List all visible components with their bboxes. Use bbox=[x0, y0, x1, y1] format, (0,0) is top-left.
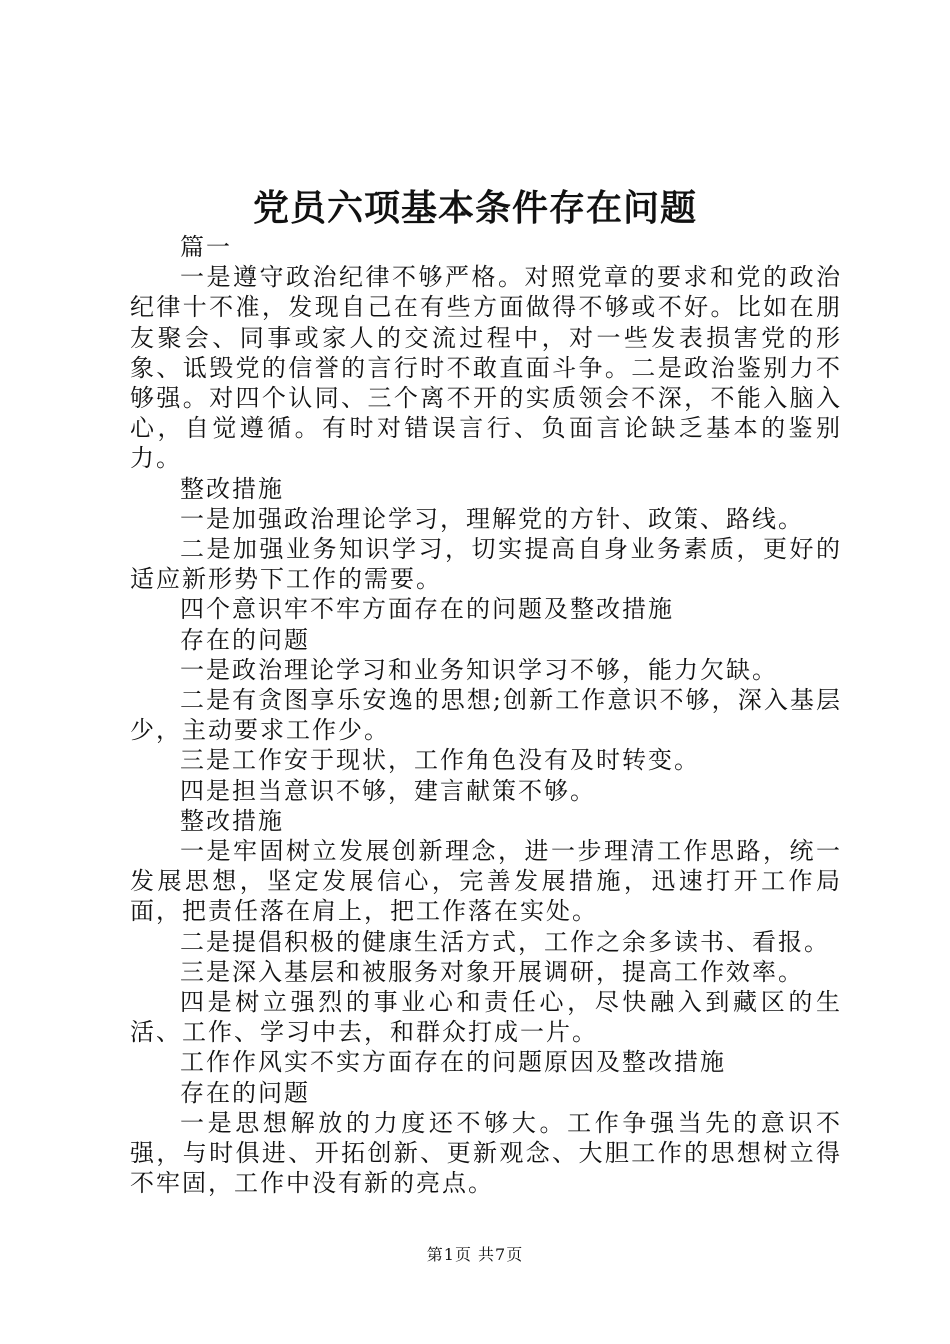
paragraph: 四是担当意识不够，建言献策不够。 bbox=[180, 776, 596, 805]
paragraph: 一是思想解放的力度还不够大。工作争强当先的意识不强，与时俱进、开拓创新、更新观念、大胆工作的思想树立得不牢固，工作中没有新的亮点。 bbox=[130, 1108, 842, 1198]
paragraph: 三是深入基层和被服务对象开展调研，提高工作效率。 bbox=[180, 957, 804, 986]
document-body bbox=[130, 232, 842, 1199]
section-heading: 四个意识牢不牢方面存在的问题及整改措施 bbox=[180, 595, 674, 624]
paragraph: 一是遵守政治纪律不够严格。对照党章的要求和党的政治纪律十不准，发现自己在有些方面做得不够或不好。比如在朋友聚会、同事或家人的交流过程中，对一些发表损害党的形象、诋毁党的信誉的言行时不敢直面斗争。二是政治鉴别力不够强。对四个认同、三个离不开的实质领会不深，不能入脑入心，自觉遵循。有时对错误言行、负面言论缺乏基本的鉴别力。 bbox=[130, 263, 842, 473]
document-title: 党员六项基本条件存在问题 bbox=[252, 187, 697, 229]
paragraph: 一是政治理论学习和业务知识学习不够，能力欠缺。 bbox=[180, 655, 778, 684]
paragraph: 四是树立强烈的事业心和责任心，尽快融入到藏区的生活、工作、学习中去，和群众打成一片。 bbox=[130, 988, 842, 1047]
paragraph: 篇一 bbox=[180, 233, 232, 261]
section-heading: 存在的问题 bbox=[180, 1078, 310, 1107]
paragraph: 二是有贪图享乐安逸的思想;创新工作意识不够，深入基层少，主动要求工作少。 bbox=[130, 686, 842, 745]
paragraph: 一是牢固树立发展创新理念，进一步理清工作思路，统一发展思想，坚定发展信心，完善发展措施，迅速打开工作局面，把责任落在肩上，把工作落在实处。 bbox=[130, 837, 842, 926]
page-number-footer: 第1页 共7页 bbox=[426, 1245, 524, 1264]
paragraph: 二是加强业务知识学习，切实提高自身业务素质，更好的适应新形势下工作的需要。 bbox=[130, 535, 842, 594]
section-heading: 整改措施 bbox=[180, 474, 284, 503]
paragraph: 二是提倡积极的健康生活方式，工作之余多读书、看报。 bbox=[180, 927, 830, 956]
section-heading: 整改措施 bbox=[180, 806, 284, 835]
paragraph: 三是工作安于现状，工作角色没有及时转变。 bbox=[180, 746, 700, 775]
section-heading: 工作作风实不实方面存在的问题原因及整改措施 bbox=[180, 1048, 726, 1077]
paragraph: 一是加强政治理论学习，理解党的方针、政策、路线。 bbox=[180, 504, 804, 533]
section-heading: 存在的问题 bbox=[180, 625, 310, 654]
